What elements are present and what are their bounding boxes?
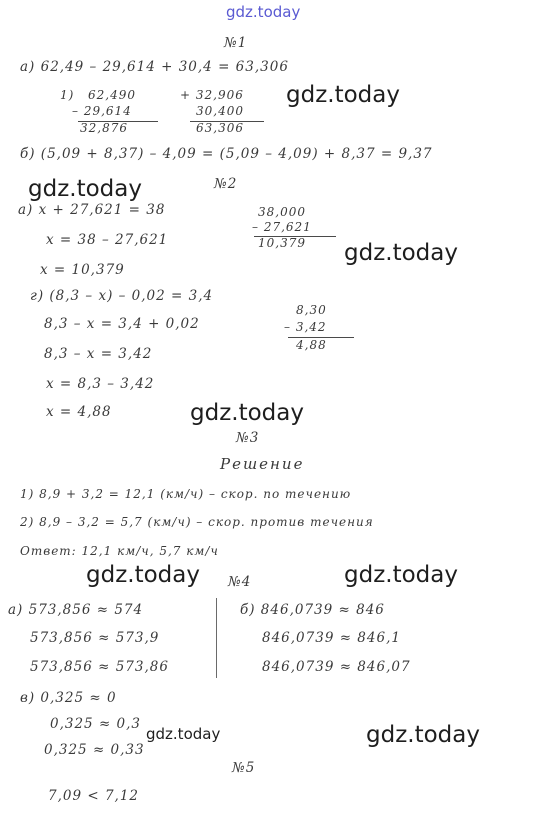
task3-heading: Решение [220, 455, 305, 473]
task2-col-a-mid: – 27,621 [252, 220, 312, 234]
task5-line1: 7,09 < 7,12 [48, 788, 140, 804]
watermark: gdz.today [366, 722, 480, 748]
watermark: gdz.today [28, 176, 142, 202]
task2-g1: г) (8,3 – x) – 0,02 = 3,4 [30, 288, 214, 304]
watermark: gdz.today [344, 240, 458, 266]
task4-v2: 0,325 ≈ 0,3 [50, 716, 142, 732]
task2-g4: x = 8,3 – 3,42 [46, 376, 155, 392]
task1-a: а) 62,49 – 29,614 + 30,4 = 63,306 [20, 59, 289, 75]
task2-col-g-mid: – 3,42 [284, 320, 327, 334]
task4-b2: 846,0739 ≈ 846,1 [262, 630, 401, 646]
task1-number: №1 [224, 35, 248, 51]
task4-a3: 573,856 ≈ 573,86 [30, 659, 169, 675]
watermark: gdz.today [86, 562, 200, 588]
task2-col-g-top: 8,30 [296, 303, 327, 317]
task4-a1: а) 573,856 ≈ 574 [8, 602, 144, 618]
task1-calc2-result: 63,306 [196, 121, 244, 135]
task1-calc2-mid: 30,400 [196, 104, 244, 118]
task4-divider [216, 598, 217, 678]
task2-col-a-top: 38,000 [258, 205, 306, 219]
task1-b: б) (5,09 + 8,37) – 4,09 = (5,09 – 4,09) + 8,37 = 9,37 [20, 146, 433, 162]
task2-col-a-result: 10,379 [258, 236, 306, 250]
task2-a2: x = 38 – 27,621 [46, 232, 169, 248]
task4-number: №4 [228, 574, 252, 590]
task2-a1: а) x + 27,621 = 38 [18, 202, 166, 218]
task2-a3: x = 10,379 [40, 262, 125, 278]
task3-number: №3 [236, 430, 260, 446]
watermark: gdz.today [344, 562, 458, 588]
task5-number: №5 [232, 760, 256, 776]
watermark-top: gdz.today [226, 3, 301, 21]
task3-line1: 1) 8,9 + 3,2 = 12,1 (км/ч) – скор. по течению [20, 487, 352, 501]
task2-number: №2 [214, 176, 238, 192]
task4-b1: б) 846,0739 ≈ 846 [240, 602, 385, 618]
task2-g5: x = 4,88 [46, 404, 112, 420]
task3-line2: 2) 8,9 – 3,2 = 5,7 (км/ч) – скор. против течения [20, 515, 374, 529]
task2-col-g-result: 4,88 [296, 338, 327, 352]
watermark-small: gdz.today [146, 725, 221, 743]
task1-calc1-label: 1) [60, 88, 75, 102]
task4-a2: 573,856 ≈ 573,9 [30, 630, 160, 646]
task4-v1: в) 0,325 ≈ 0 [20, 690, 117, 706]
task3-answer: Ответ: 12,1 км/ч, 5,7 км/ч [20, 544, 219, 558]
task1-calc1-result: 32,876 [80, 121, 128, 135]
task1-calc2-top: + 32,906 [180, 88, 244, 102]
watermark: gdz.today [286, 82, 400, 108]
task4-b3: 846,0739 ≈ 846,07 [262, 659, 411, 675]
task1-calc1-mid: – 29,614 [72, 104, 132, 118]
task1-calc1-top: 62,490 [88, 88, 136, 102]
task2-g2: 8,3 – x = 3,4 + 0,02 [44, 316, 200, 332]
task4-v3: 0,325 ≈ 0,33 [44, 742, 145, 758]
task2-g3: 8,3 – x = 3,42 [44, 346, 153, 362]
watermark: gdz.today [190, 400, 304, 426]
